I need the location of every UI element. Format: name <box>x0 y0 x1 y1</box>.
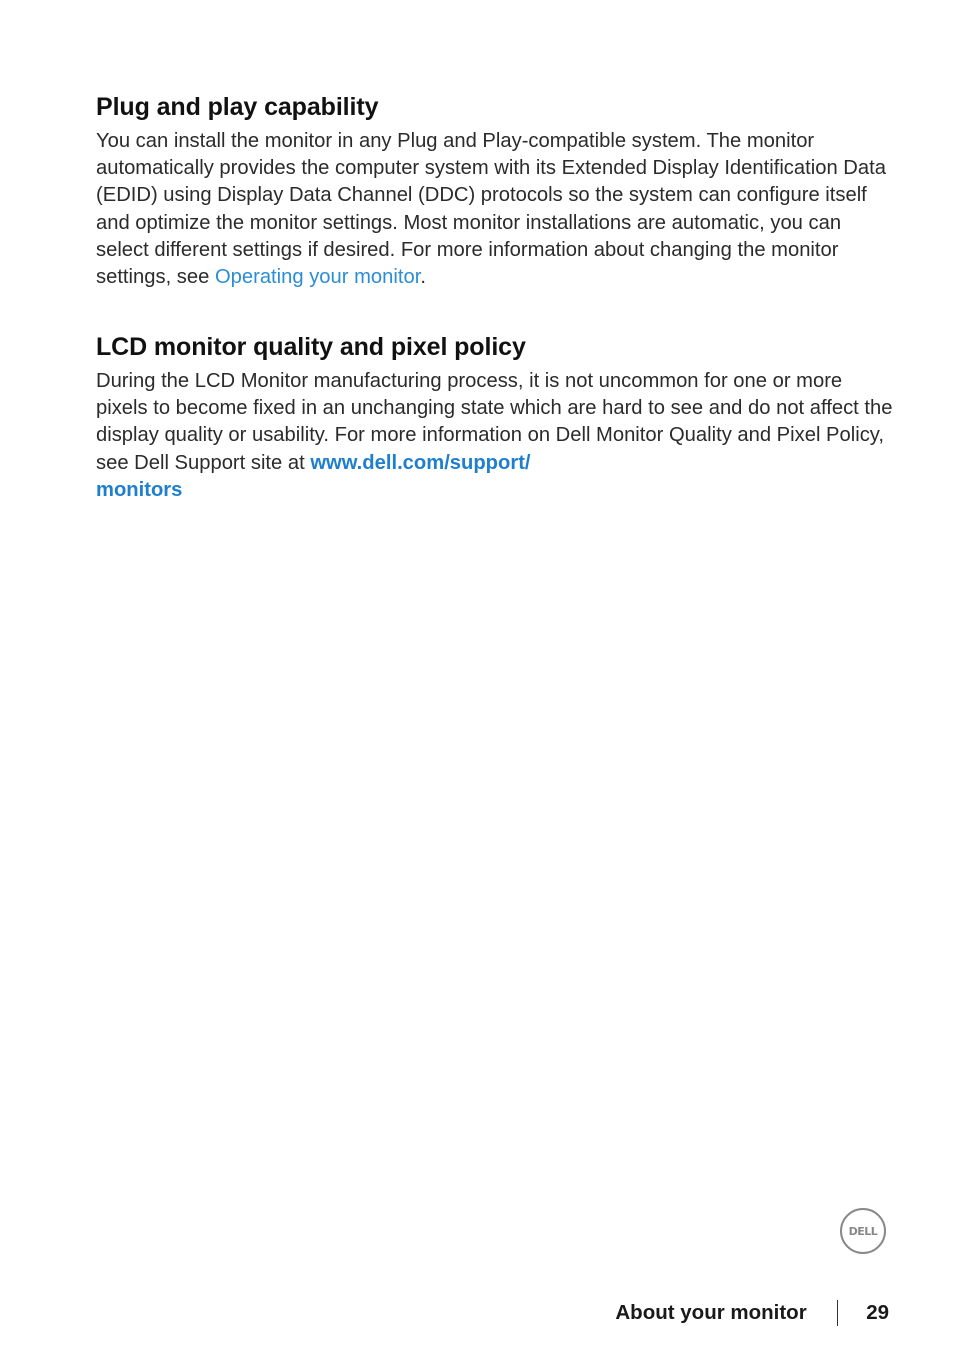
footer-chapter-title: About your monitor <box>615 1301 807 1324</box>
dell-logo-text: DELL <box>848 1224 878 1238</box>
plug-and-play-heading: Plug and play capability <box>96 93 379 121</box>
dell-logo-icon <box>840 1208 886 1254</box>
plug-and-play-text: You can install the monitor in any Plug and Play-compatible system. The monitor automatically provides the computer system with its Extended Display Identification Data (EDID) using Display Data Channel (DDC) protocols so the system can configure itself and optimize the monitor settings. Most monitor installations are automatic, you can select different settings if desired. For more information about changing the monitor settings, see <box>96 130 886 289</box>
footer-page-number: 29 <box>866 1301 889 1324</box>
dell-support-link-line1: www.dell.com/support/ <box>310 451 531 474</box>
pixel-policy-text: During the LCD Monitor manufacturing process, it is not uncommon for one or more pixels to become fixed in an unchanging state which are hard to see and do not affect the display quality or usability. For more information on Dell Monitor Quality and Pixel Policy, see Dell Support site at <box>96 370 893 474</box>
page-footer <box>615 1300 889 1326</box>
pixel-policy-body <box>96 368 896 504</box>
plug-and-play-text-end: . <box>420 266 426 289</box>
operating-your-monitor-link[interactable]: Operating your monitor <box>214 266 421 289</box>
pixel-policy-section <box>96 333 896 504</box>
footer-divider <box>837 1300 839 1326</box>
plug-and-play-section <box>96 93 896 291</box>
pixel-policy-heading: LCD monitor quality and pixel policy <box>96 333 526 361</box>
plug-and-play-body <box>96 128 896 291</box>
dell-support-link-line2: monitors <box>96 478 183 501</box>
